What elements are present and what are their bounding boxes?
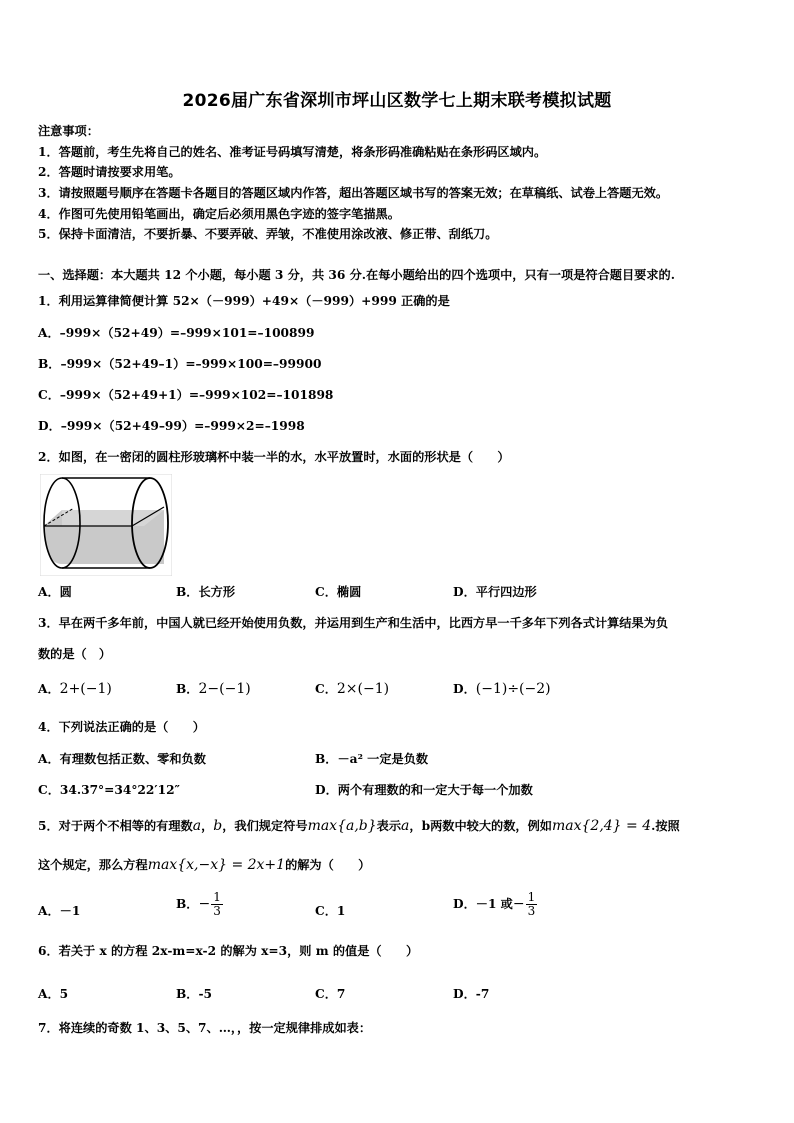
q3-d-expr: (−1)÷(−2) [475,681,551,697]
q4-option-c: C．34.37°=34°22′12″ [38,783,180,797]
q5-d-denominator: 3 [527,904,536,918]
q5-b-sign: − [198,896,211,912]
q5-text-2: ， [201,819,214,833]
section-heading: 一、选择题：本大题共 12 个小题，每小题 3 分，共 36 分.在每小题给出的四个选项中，只有一项是符合题目要求的. [38,268,675,282]
q3-option-a [38,680,112,697]
q5-text-5: ， [409,819,422,833]
cylinder-figure [40,474,172,576]
q3-stem-line1: 3．早在两千多年前，中国人就已经开始使用负数，并运用到生产和生活中，比西方早一千多年下列各式计算结果为负 [38,616,669,630]
q3-option-c [315,680,389,697]
q1-option-b: B．–999×（52+49–1）=–999×100=–99900 [38,357,322,371]
q5-text-9: 这个规定，那么方程 [38,858,148,872]
q5-text-3: ，我们规定符号 [222,819,308,833]
q4-option-b: B．－a² 一定是负数 [315,752,429,766]
q5-d-sign: − [512,896,525,912]
notice-item-3: 3．请按照题号顺序在答题卡各题目的答题区域内作答，超出答题区域书写的答案无效；在草稿纸、试卷上答题无效。 [38,186,669,200]
notice-item-5: 5．保持卡面清洁，不要折暴、不要弄破、弄皱，不准使用涂改液、修正带、刮纸刀。 [38,227,498,241]
q1-option-d: D．–999×（52+49–99）=–999×2=–1998 [38,419,305,433]
q3-a-expr: 2+(−1) [59,681,112,697]
q7-stem: 7．将连续的奇数 1、3、5、7、…，，按一定规律排成如表： [38,1021,372,1035]
q5-option-d [453,891,538,918]
q4-option-d: D．两个有理数的和一定大于每一个加数 [315,783,533,797]
q2-option-b: B．长方形 [176,585,236,599]
q6-option-a: A．5 [38,987,69,1001]
q5-text-10: 的解为（ ） [285,858,371,872]
q5-d-label: D．－1 或 [453,897,513,911]
q3-option-d [453,680,551,697]
q5-var-b: b [213,818,223,834]
q3-option-b [176,680,251,697]
q5-text-7: 两数中较大的数，例如 [430,819,552,833]
q5-b-numerator: 1 [213,890,221,904]
q4-option-a: A．有理数包括正数、零和负数 [38,752,206,766]
water-left [44,510,62,564]
q2-option-a: A．圆 [38,585,72,599]
q2-option-d: D．平行四边形 [453,585,537,599]
q5-stem-line2 [38,856,370,873]
q6-option-b: B．-5 [176,987,213,1001]
q4-stem: 4．下列说法正确的是（ ） [38,720,205,734]
q3-stem-line2: 数的是（ ） [38,647,112,661]
q5-max-symbol: max{a,b} [307,818,377,834]
q3-d-label: D． [453,682,476,696]
q3-c-expr: 2×(−1) [336,681,390,697]
q5-equation: max{x,−x} = 2x+1 [147,857,286,873]
q5-d-numerator: 1 [527,890,536,904]
notice-item-2: 2．答题时请按要求用笔。 [38,165,181,179]
q5-option-c: C．1 [315,904,346,918]
q3-b-label: B． [176,682,199,696]
q6-stem: 6．若关于 x 的方程 2x-m=x-2 的解为 x=3，则 m 的值是（ ） [38,944,419,958]
q5-text-8: .按照 [651,819,680,833]
q3-c-label: C． [315,682,337,696]
q1-stem: 1．利用运算律简便计算 52×（－999）+49×（－999）+999 正确的是 [38,294,450,308]
notice-item-4: 4．作图可先使用铅笔画出，确定后必须用黑色字迹的签字笔描黑。 [38,207,400,221]
q5-b-denominator: 3 [213,904,221,918]
q5-d-fraction [526,891,538,918]
q6-option-d: D．-7 [453,987,490,1001]
q2-stem: 2．如图，在一密闭的圆柱形玻璃杯中装一半的水，水平放置时，水面的形状是（ ） [38,450,510,464]
q5-text-4: 表示 [376,819,402,833]
q5-example: max{2,4} = 4 [551,818,652,834]
q5-option-b [176,891,224,918]
q5-b-fraction [211,891,223,918]
q1-option-c: C．–999×（52+49+1）=–999×102=–101898 [38,388,334,402]
q5-var-a-2: a [401,818,410,834]
q2-option-c: C．椭圆 [315,585,362,599]
q3-a-label: A． [38,682,60,696]
q5-text-1: 5．对于两个不相等的有理数 [38,819,193,833]
q5-var-a: a [192,818,202,834]
q1-option-a: A．–999×（52+49）=–999×101=–100899 [38,326,315,340]
q3-b-expr: 2−(−1) [198,681,251,697]
q5-option-a: A．－1 [38,904,81,918]
notice-heading: 注意事项： [38,124,99,138]
q5-stem-line1 [38,817,680,834]
q5-b-label: B． [176,897,199,911]
q5-text-6: b [421,819,431,833]
page-title: 2026届广东省深圳市坪山区数学七上期末联考模拟试题 [182,91,612,111]
q6-option-c: C．7 [315,987,346,1001]
notice-item-1: 1．答题前，考生先将自己的姓名、准考证号码填写清楚，将条形码准确粘贴在条形码区域内。 [38,145,547,159]
